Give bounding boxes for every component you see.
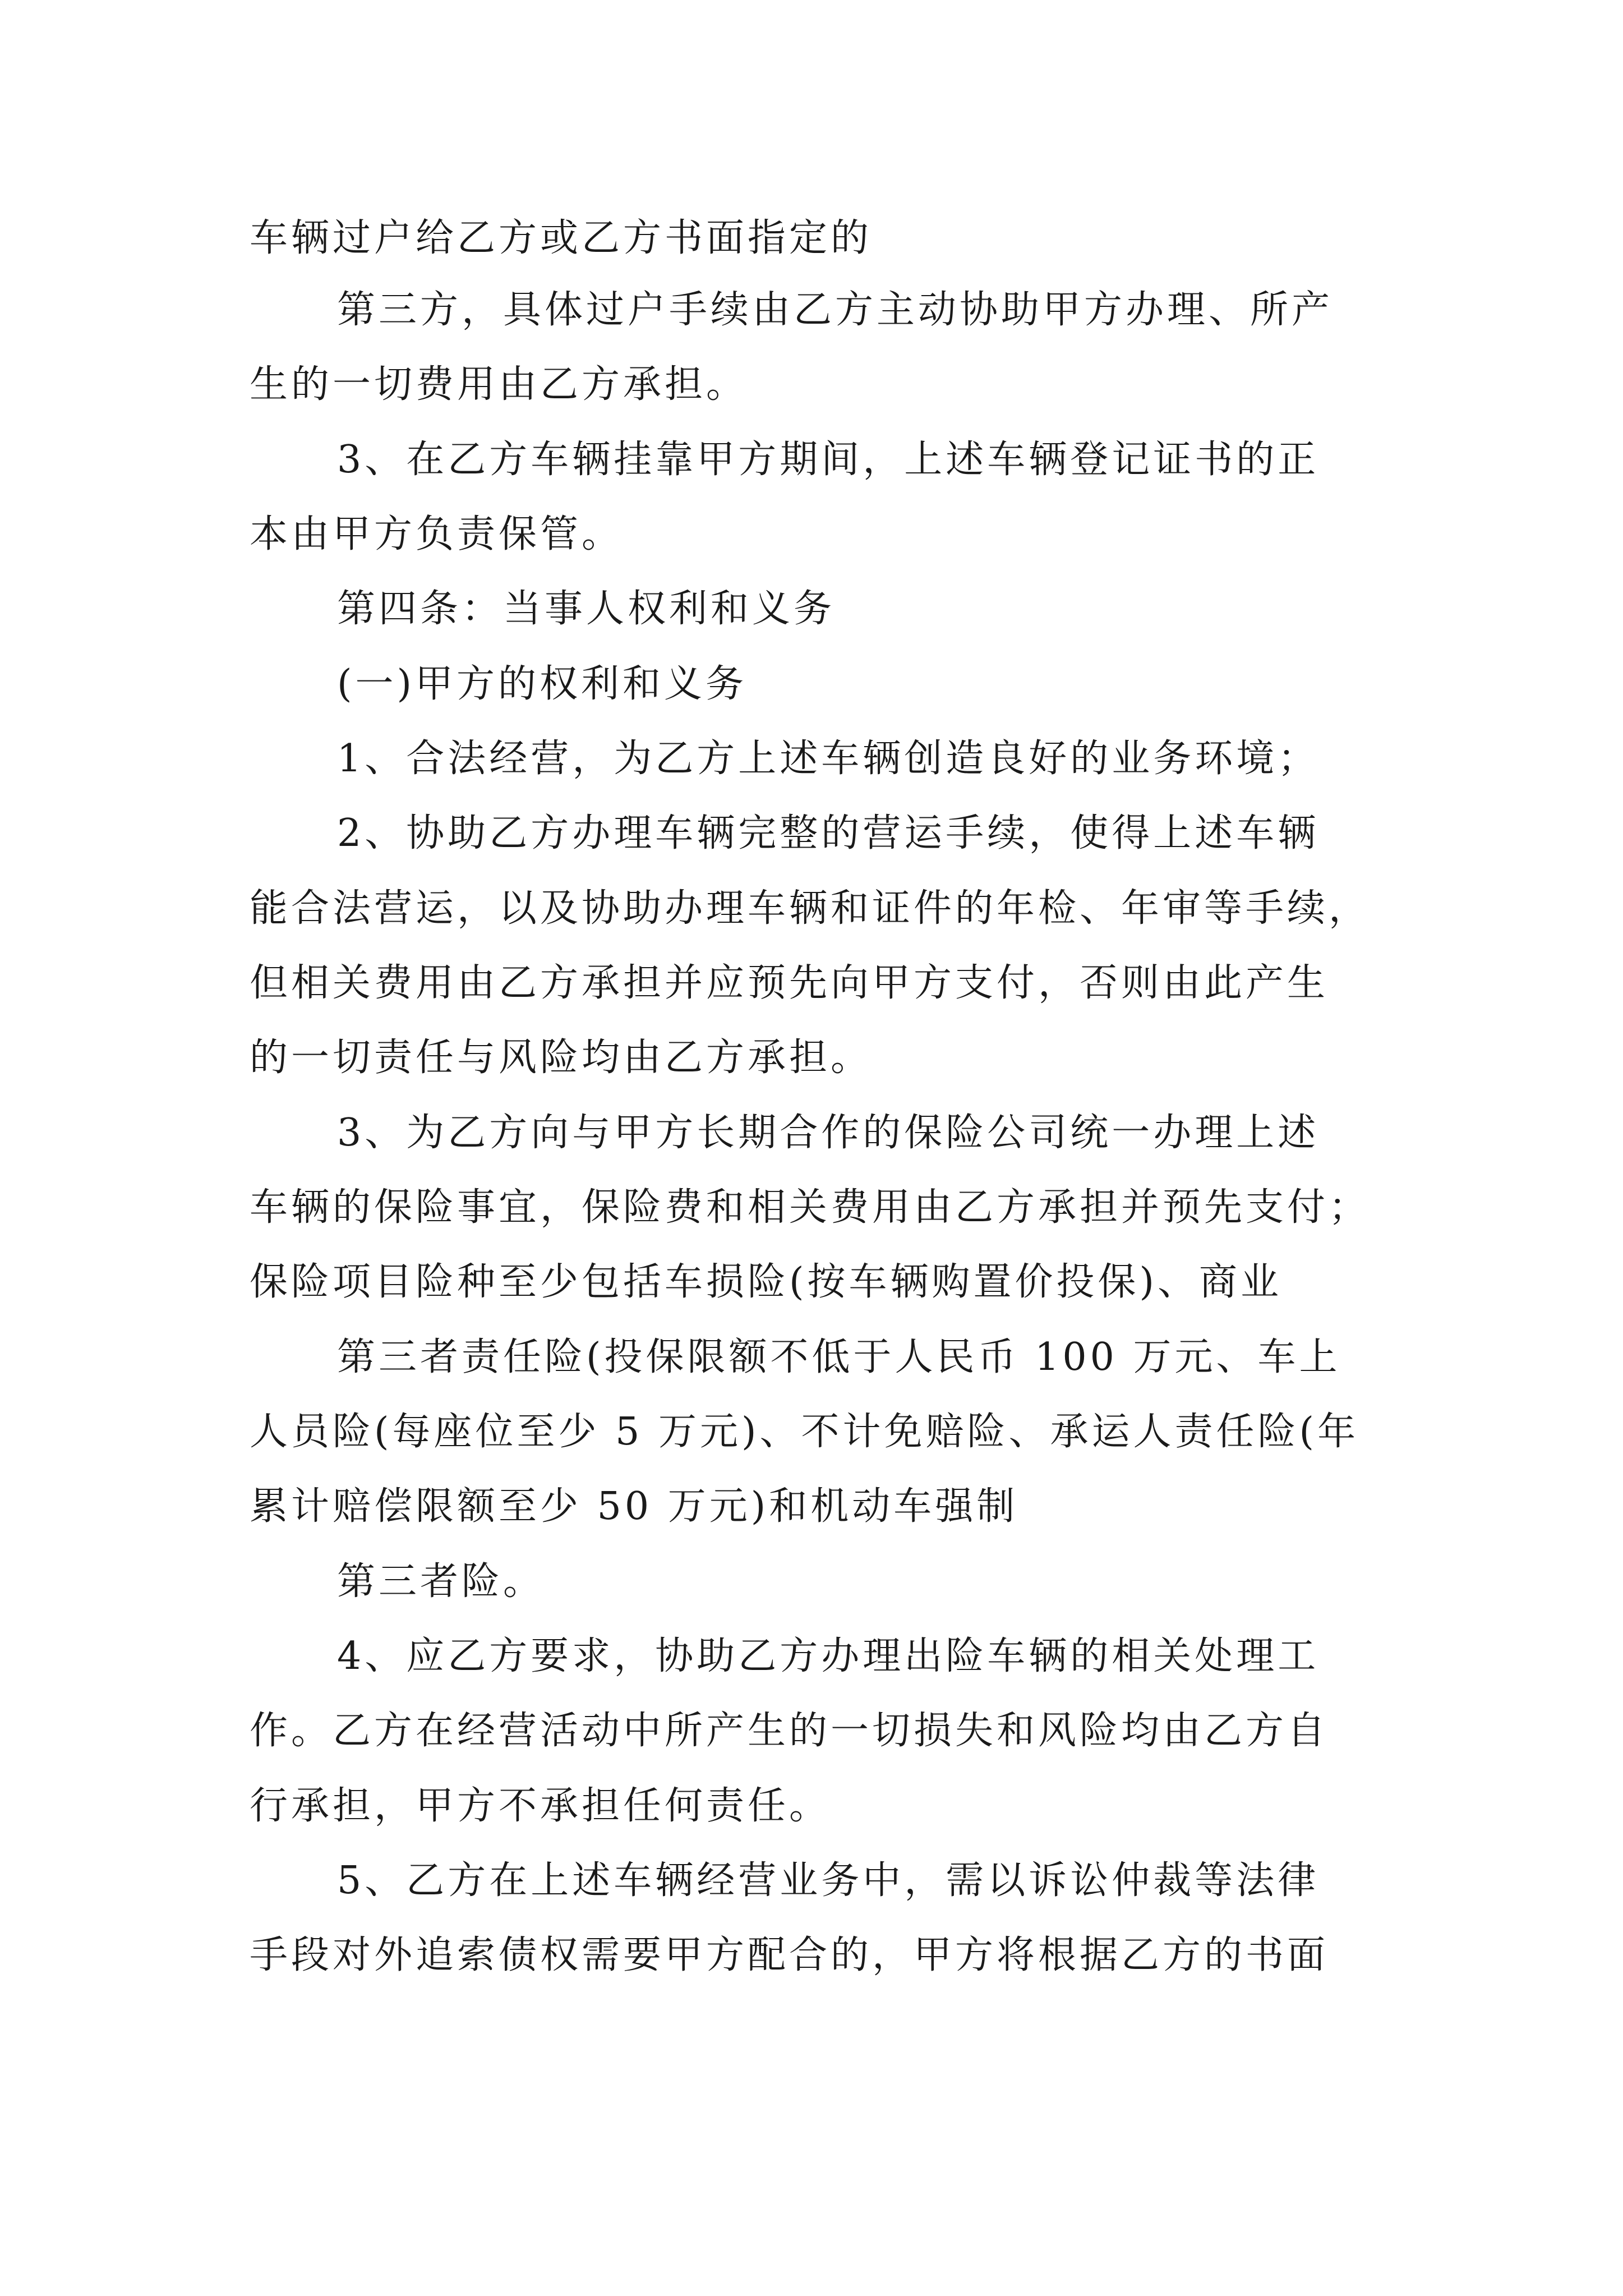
- text-line: 2、协助乙方办理车辆完整的营运手续，使得上述车辆: [337, 811, 1320, 855]
- text-line: 作。乙方在经营活动中所产生的一切损失和风险均由乙方自: [250, 1709, 1329, 1753]
- text-line: 1、合法经营，为乙方上述车辆创造良好的业务环境；: [337, 737, 1320, 781]
- text-line: 累计赔偿限额至少 50 万元)和机动车强制: [250, 1484, 1018, 1529]
- text-line: 第三方，具体过户手续由乙方主动协助甲方办理、所产: [337, 288, 1334, 332]
- text-line: 生的一切费用由乙方承担。: [250, 362, 748, 407]
- text-line: 保险项目险种至少包括车损险(按车辆购置价投保)、商业: [250, 1260, 1283, 1304]
- section-heading: 第四条：当事人权利和义务: [337, 587, 836, 631]
- subsection-heading: (一)甲方的权利和义务: [337, 662, 748, 706]
- text-line: 人员险(每座位至少 5 万元)、不计免赔险、承运人责任险(年: [250, 1410, 1359, 1454]
- text-line: 的一切责任与风险均由乙方承担。: [250, 1036, 873, 1080]
- text-line: 车辆过户给乙方或乙方书面指定的: [250, 216, 873, 260]
- text-line: 车辆的保险事宜，保险费和相关费用由乙方承担并预先支付；: [250, 1185, 1371, 1230]
- text-line: 第三者责任险(投保限额不低于人民币 100 万元、车上: [337, 1335, 1341, 1379]
- text-line: 本由甲方负责保管。: [250, 512, 624, 556]
- text-line: 行承担，甲方不承担任何责任。: [250, 1784, 831, 1828]
- text-line: 第三者险。: [337, 1559, 545, 1604]
- text-line: 5、乙方在上述车辆经营业务中，需以诉讼仲裁等法律: [337, 1858, 1320, 1903]
- text-line: 手段对外追索债权需要甲方配合的，甲方将根据乙方的书面: [250, 1933, 1329, 1977]
- text-line: 3、为乙方向与甲方长期合作的保险公司统一办理上述: [337, 1111, 1320, 1155]
- text-line: 但相关费用由乙方承担并应预先向甲方支付，否则由此产生: [250, 961, 1329, 1005]
- text-line: 能合法营运，以及协助办理车辆和证件的年检、年审等手续，: [250, 886, 1371, 931]
- text-line: 4、应乙方要求，协助乙方办理出险车辆的相关处理工: [337, 1634, 1320, 1678]
- text-line: 3、在乙方车辆挂靠甲方期间，上述车辆登记证书的正: [337, 438, 1320, 482]
